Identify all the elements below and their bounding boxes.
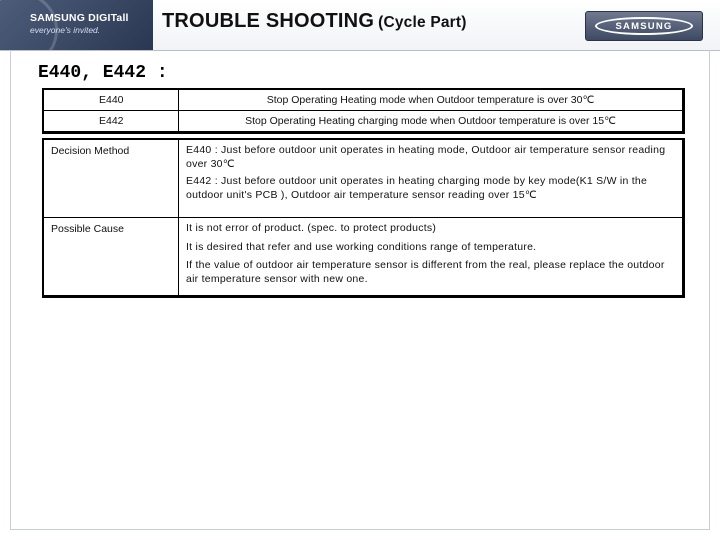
- logo-left-line1: SAMSUNG DIGITall: [30, 12, 129, 24]
- logo-left-line2: everyone's invited.: [30, 25, 101, 35]
- samsung-logo-ellipse-icon: [595, 17, 693, 35]
- decision-method-row: [44, 140, 682, 218]
- possible-cause-label: Possible Cause: [51, 223, 124, 235]
- detail-table: [42, 138, 685, 298]
- header-bar: [0, 0, 720, 51]
- page-title-main: TROUBLE SHOOTING: [162, 10, 375, 32]
- page-title: [162, 10, 467, 33]
- samsung-logo: [585, 11, 703, 41]
- decision-method-text: [179, 140, 682, 217]
- decision-line-e442: E442 : Just before outdoor unit operates in heating charging mode by key mode(K1 S/W in the outdoor unit's PCB ), Outdoor air temperature sensor reading over 15℃: [186, 175, 648, 201]
- table-row: [44, 111, 682, 131]
- decision-line-e440: E440 : Just before outdoor unit operates in heating mode, Outdoor air temperature sensor reading over 30℃: [186, 144, 666, 170]
- error-code-cell: E440: [99, 94, 124, 106]
- error-code-cell: E442: [99, 115, 124, 127]
- possible-cause-text: [179, 218, 682, 295]
- table-row: [44, 90, 682, 111]
- samsung-digitall-logo: [0, 0, 153, 50]
- cause-line: It is not error of product. (spec. to protect products): [186, 222, 437, 234]
- page-title-sub: (Cycle Part): [378, 14, 467, 31]
- error-description-cell: Stop Operating Heating mode when Outdoor temperature is over 30℃: [266, 94, 595, 106]
- possible-cause-row: [44, 218, 682, 295]
- decision-method-label: Decision Method: [51, 145, 130, 157]
- samsung-logo-text: SAMSUNG: [615, 20, 673, 32]
- cause-line: It is desired that refer and use working conditions range of temperature.: [186, 240, 537, 253]
- section-title: E440, E442 :: [38, 63, 168, 83]
- cause-line: If the value of outdoor air temperature sensor is different from the real, please replace the outdoor air temperature sensor with new one.: [186, 259, 665, 285]
- error-codes-table: [42, 88, 685, 134]
- error-description-cell: Stop Operating Heating charging mode when Outdoor temperature is over 15℃: [245, 115, 616, 127]
